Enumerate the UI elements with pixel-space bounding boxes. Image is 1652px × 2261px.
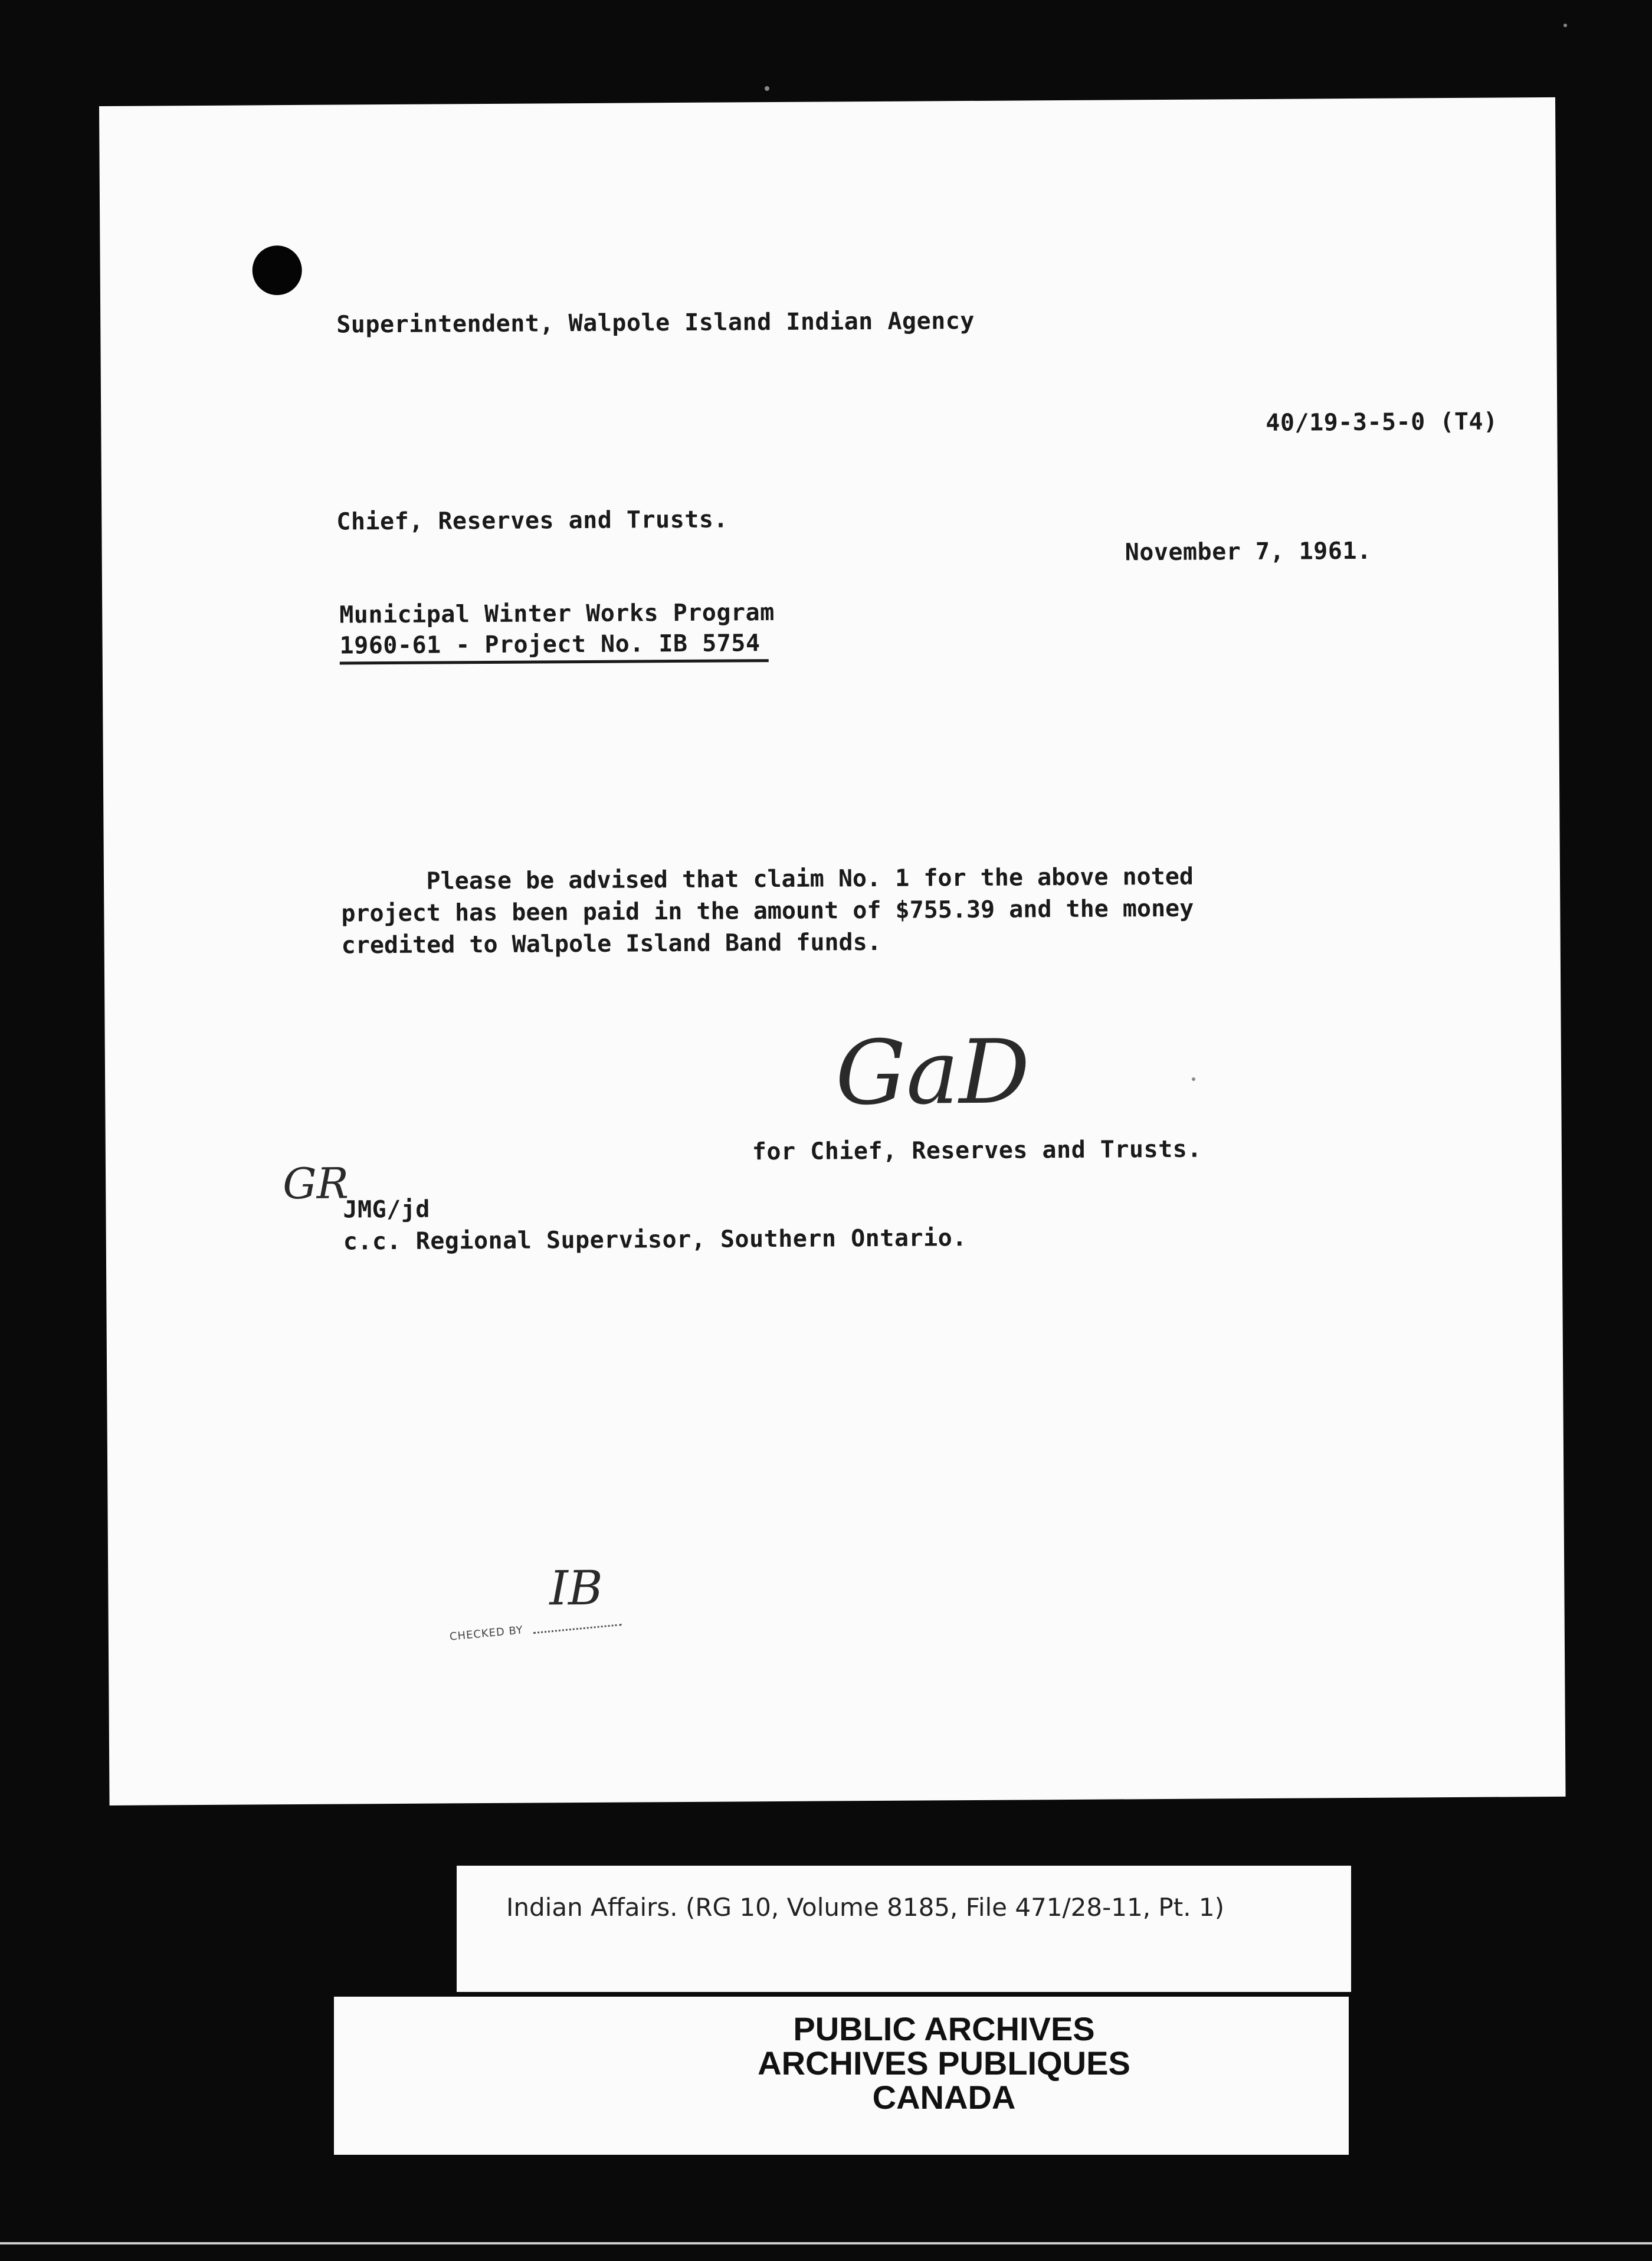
letter-body: Please be advised that claim No. 1 for the above noted project has been paid in the amount of $755.39 and the money credited to Walpole Island Band funds. bbox=[340, 863, 1194, 959]
sender: Chief, Reserves and Trusts. bbox=[336, 506, 729, 536]
cc-line: c.c. Regional Supervisor, Southern Ontario. bbox=[343, 1224, 967, 1256]
film-speck bbox=[1564, 24, 1567, 27]
film-speck bbox=[765, 86, 769, 91]
archive-line-3: CANADA bbox=[872, 2079, 1016, 2116]
checked-initials: IB bbox=[549, 1560, 604, 1616]
archive-line-1: PUBLIC ARCHIVES bbox=[793, 2010, 1095, 2047]
addressee: Superintendent, Walpole Island Indian Agency bbox=[336, 307, 975, 339]
film-edge bbox=[0, 2242, 1652, 2244]
checked-by-line bbox=[533, 1624, 622, 1634]
archive-reference: Indian Affairs. (RG 10, Volume 8185, File 471/28-11, Pt. 1) bbox=[506, 1893, 1225, 1922]
signature-block: for Chief, Reserves and Trusts. bbox=[752, 1135, 1202, 1166]
letter-date: November 7, 1961. bbox=[1125, 537, 1372, 566]
checked-by-stamp: CHECKED BY bbox=[449, 1624, 524, 1643]
margin-initials: GR bbox=[282, 1158, 349, 1209]
archive-stamp bbox=[673, 2012, 1215, 2115]
subject-line-2: 1960-61 - Project No. IB 5754 bbox=[339, 630, 768, 664]
file-number: 40/19-3-5-0 (T4) bbox=[1266, 408, 1498, 437]
letter-page bbox=[99, 97, 1566, 1805]
punch-hole bbox=[252, 245, 302, 296]
subject-line-1: Municipal Winter Works Program bbox=[339, 599, 775, 629]
archive-label-top bbox=[457, 1866, 1351, 1992]
reference-initials: JMG/jd bbox=[343, 1195, 431, 1224]
handwritten-signature: GaD bbox=[835, 1021, 1031, 1125]
archive-line-2: ARCHIVES PUBLIQUES bbox=[758, 2044, 1130, 2082]
film-speck bbox=[1192, 1077, 1195, 1081]
